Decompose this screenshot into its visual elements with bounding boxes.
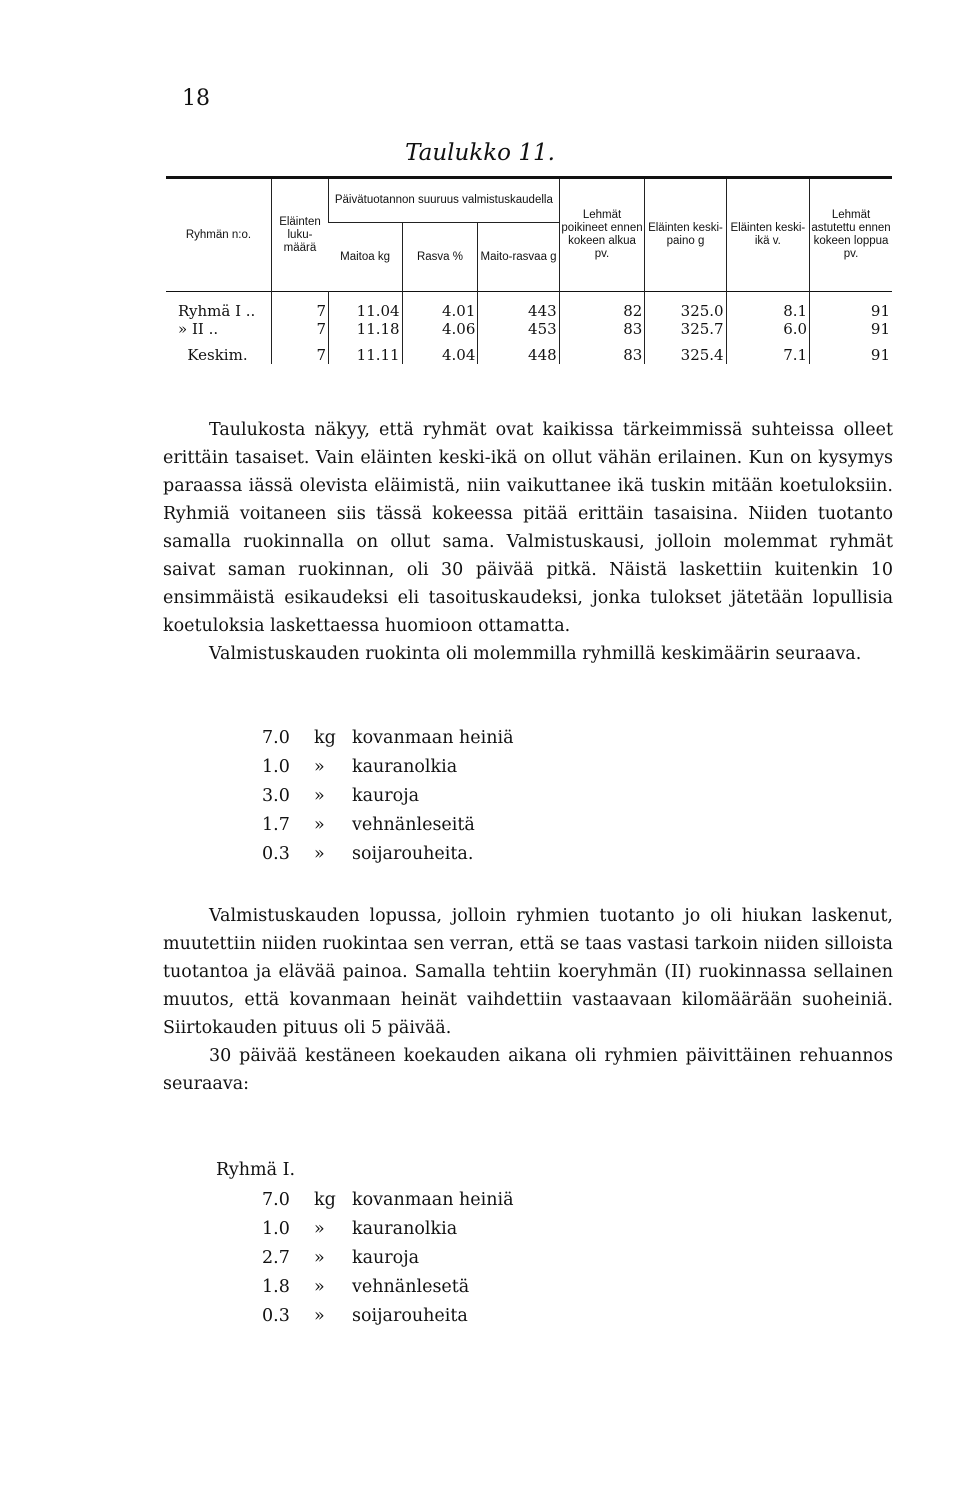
- feed-amount: 3.0: [262, 786, 290, 806]
- list-item: [262, 753, 514, 782]
- feed-item: kauroja: [352, 786, 420, 806]
- feed-unit: »: [314, 1306, 325, 1326]
- list-item: [262, 1244, 514, 1273]
- list-item: [262, 1186, 514, 1215]
- feed-unit: »: [314, 815, 325, 835]
- feed-amount: 0.3: [262, 844, 290, 864]
- list-item: [262, 724, 514, 753]
- feed-amount: 7.0: [262, 728, 290, 748]
- cell-milkfat: 443: [478, 302, 559, 320]
- cell-animals: 7: [271, 302, 328, 320]
- feed-amount: 1.8: [262, 1277, 290, 1297]
- cell-bred: 91: [870, 346, 890, 364]
- cell-group: » II ..: [166, 320, 271, 338]
- paragraph: 30 päivää kestäneen koekauden aikana oli ryhmien päivittäinen rehuannos seuraava:: [163, 1046, 893, 1094]
- feed-list-1: [262, 724, 514, 869]
- feed-amount: 1.0: [262, 1219, 290, 1239]
- cell-weight: 325.7: [645, 320, 726, 338]
- feed-item: vehnänlesetä: [352, 1277, 470, 1297]
- header-milkfat: Maito-rasvaa g: [478, 223, 559, 292]
- paragraph: Valmistuskauden ruokinta oli molemmilla ryhmillä keskimäärin seuraava.: [209, 644, 862, 664]
- list-item: [262, 811, 514, 840]
- feed-amount: 2.7: [262, 1248, 290, 1268]
- header-bred: Lehmät astutettu ennen kokeen loppua pv.: [810, 178, 892, 292]
- header-weight: Eläinten keski-paino g: [645, 178, 726, 292]
- header-group: Ryhmän n:o.: [185, 228, 252, 241]
- feed-amount: 7.0: [262, 1190, 290, 1210]
- cell-bred: 91: [870, 302, 890, 320]
- cell-milk: 11.18: [329, 320, 403, 338]
- feed-unit: »: [314, 1277, 325, 1297]
- feed-unit: »: [314, 757, 325, 777]
- feed-item: kauranolkia: [352, 1219, 458, 1239]
- cell-fat: 4.06: [402, 320, 478, 338]
- list-item: [262, 840, 514, 869]
- cell-weight: 325.4: [645, 338, 726, 364]
- cell-weight: 325.0: [645, 302, 726, 320]
- feed-item: kovanmaan heiniä: [352, 1190, 514, 1210]
- feed-amount: 0.3: [262, 1306, 290, 1326]
- header-age: Eläinten keski-ikä v.: [726, 178, 809, 292]
- data-table: [166, 176, 892, 364]
- feed-unit: »: [314, 1219, 325, 1239]
- feed-item: soijarouheita: [352, 1306, 468, 1326]
- feed-list-2: [262, 1186, 514, 1331]
- feed-item: vehnänleseitä: [352, 815, 475, 835]
- feed-item: kovanmaan heiniä: [352, 728, 514, 748]
- cell-milkfat: 448: [478, 338, 559, 364]
- cell-group: Ryhmä I ..: [166, 302, 271, 320]
- page-number: 18: [182, 86, 210, 111]
- feed-unit: »: [314, 844, 325, 864]
- group-label: Ryhmä I.: [216, 1160, 296, 1180]
- paragraph: Valmistuskauden lopussa, jolloin ryhmien tuotanto jo oli hiukan laskenut, muutettiin niiden ruokintaa sen verran, että se taas vastasi tarkoin niiden silloista tuotantoa ja elävää painoa. Samalla tehtiin koeryhmän (II) ruokinnassa sellainen muutos, että kovanmaan heinät vaihdettiin vastaavaan kilomäärään suoheiniä. Siirtokauden pituus oli 5 päivää.: [163, 906, 893, 1038]
- body-text-2: [163, 902, 893, 1098]
- header-daily-production: Päivätuotannon suuruus valmistuskaudella: [329, 178, 560, 223]
- cell-milkfat: 453: [478, 320, 559, 338]
- feed-amount: 1.7: [262, 815, 290, 835]
- header-animals: Eläinten luku-määrä: [271, 178, 328, 292]
- list-item: [262, 1302, 514, 1331]
- table-row: [166, 320, 892, 338]
- feed-item: soijarouheita.: [352, 844, 474, 864]
- cell-calved: 82: [559, 302, 645, 320]
- cell-calved: 83: [559, 338, 645, 364]
- paragraph: Taulukosta näkyy, että ryhmät ovat kaikissa tärkeimmissä suhteissa olleet erittäin tasaiset. Vain eläinten keski-ikä on ollut vähän erilainen. Kun on kysymys paraassa iässä olevista eläimistä, niin vaikuttanee ikä tuskin mitään koetuloksiin. Ryhmiä voitaneen siis tässä kokeessa pitää erittäin tasaisina. Niiden tuotanto samalla ruokinnalla on ollut sama. Valmistuskausi, jolloin molemmat ryhmät saivat saman ruokinnan, oli 30 päivää pitkä. Näistä laskettiin kuitenkin 10 ensimmäistä esikaudeksi eli tasoituskaudeksi, jonka tulokset jätetään lopullisia koetuloksia laskettaessa huomioon ottamatta.: [163, 420, 893, 636]
- cell-calved: 83: [559, 320, 645, 338]
- table-title: Taulukko 11.: [405, 140, 555, 166]
- cell-group: Keskim.: [166, 338, 271, 364]
- feed-amount: 1.0: [262, 757, 290, 777]
- cell-fat: 4.04: [402, 338, 478, 364]
- cell-milk: 11.04: [329, 302, 403, 320]
- feed-unit: kg: [314, 728, 336, 748]
- header-calved: Lehmät poikineet ennen kokeen alkua pv.: [559, 178, 645, 292]
- feed-unit: kg: [314, 1190, 336, 1210]
- list-item: [262, 1273, 514, 1302]
- cell-fat: 4.01: [402, 302, 478, 320]
- feed-unit: »: [314, 786, 325, 806]
- cell-bred: 91: [870, 320, 890, 338]
- list-item: [262, 1215, 514, 1244]
- cell-age: 8.1: [726, 302, 809, 320]
- feed-item: kauranolkia: [352, 757, 458, 777]
- feed-unit: »: [314, 1248, 325, 1268]
- list-item: [262, 782, 514, 811]
- cell-milk: 11.11: [329, 338, 403, 364]
- table-row: [166, 302, 892, 320]
- body-text-1: [163, 416, 893, 668]
- header-milk: Maitoa kg: [329, 223, 403, 292]
- cell-age: 6.0: [726, 320, 809, 338]
- cell-age: 7.1: [726, 338, 809, 364]
- cell-animals: 7: [271, 320, 328, 338]
- header-fat: Rasva %: [402, 223, 478, 292]
- table-mean-row: [166, 338, 892, 364]
- cell-animals: 7: [271, 338, 328, 364]
- feed-item: kauroja: [352, 1248, 420, 1268]
